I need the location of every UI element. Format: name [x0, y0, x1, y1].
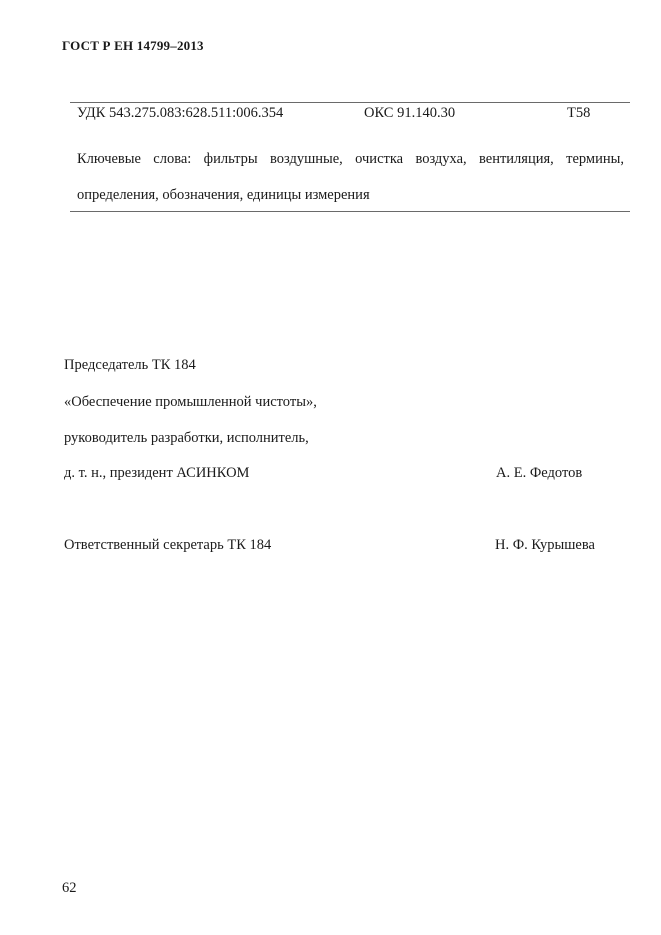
chair-position-line: д. т. н., президент АСИНКОМ	[64, 465, 250, 481]
top-divider	[70, 102, 630, 103]
category-code: Т58	[567, 105, 591, 121]
committee-name-line: «Обеспечение промышленной чистоты»,	[64, 394, 317, 410]
secretary-name: Н. Ф. Курышева	[495, 537, 595, 553]
chair-name: А. Е. Федотов	[496, 465, 583, 481]
page-number: 62	[62, 880, 77, 896]
udk-code: УДК 543.275.083:628.511:006.354	[77, 105, 284, 121]
secretary-title-line: Ответственный секретарь ТК 184	[64, 537, 272, 553]
document-header: ГОСТ Р ЕН 14799–2013	[62, 38, 204, 53]
oks-code: ОКС 91.140.30	[364, 105, 456, 121]
bottom-divider	[70, 211, 630, 212]
chair-role-line: руководитель разработки, исполнитель,	[64, 430, 309, 446]
chair-title-line: Председатель ТК 184	[64, 357, 196, 373]
keywords-paragraph: Ключевые слова: фильтры воздушные, очистка воздуха, вентиляция, термины, определения, обозначения, единицы измерения	[77, 151, 624, 203]
